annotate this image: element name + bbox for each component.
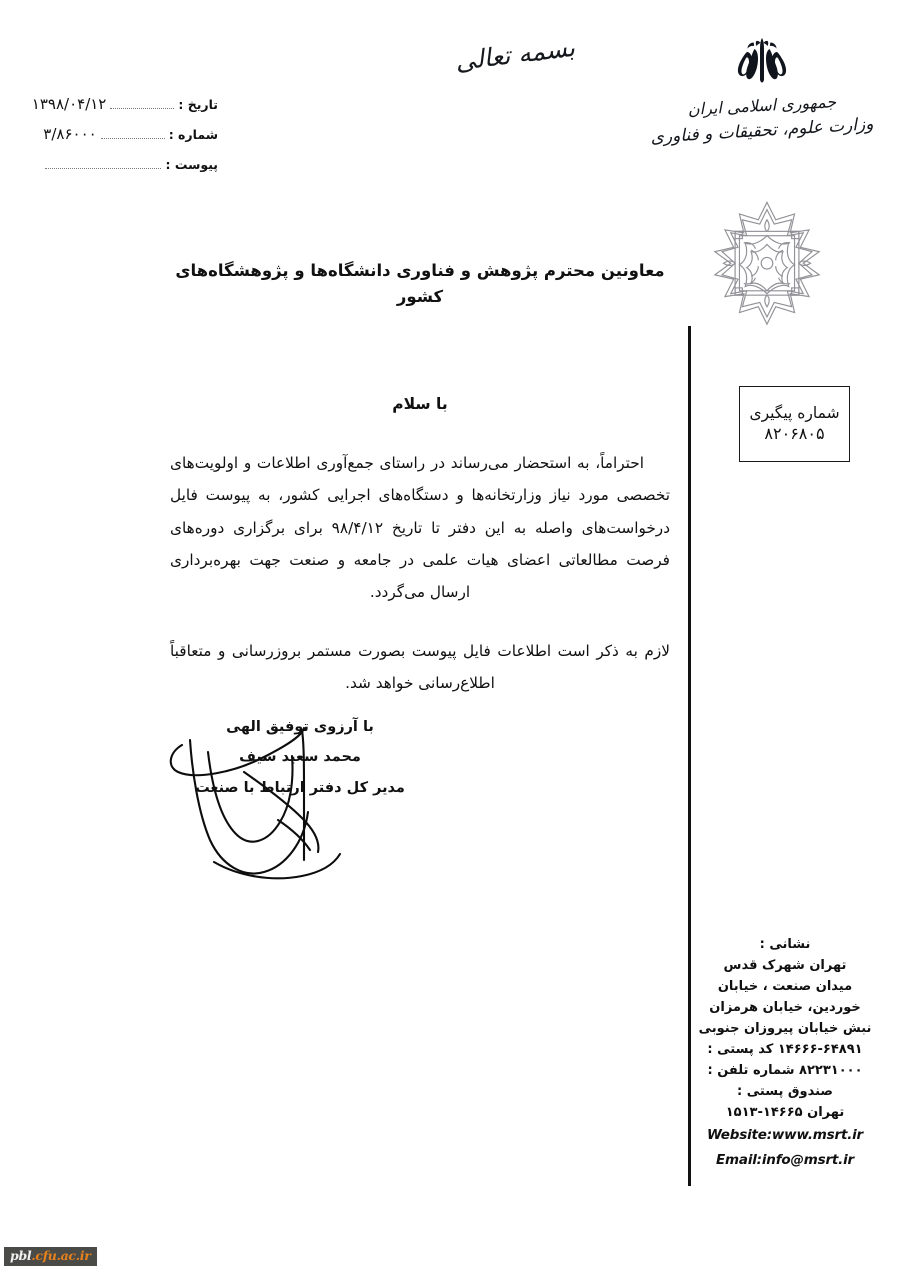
letter-salutation: با سلام <box>392 394 448 413</box>
bismillah-heading: بسمه تعالی <box>453 32 577 77</box>
postal-code-value: ۱۴۶۶۶-۶۴۸۹۱ <box>777 1042 863 1058</box>
postal-code-label: کد پستی : <box>707 1042 774 1058</box>
tracking-number-box <box>739 386 850 462</box>
phone-label: شماره تلفن : <box>707 1063 795 1079</box>
watermark-domain: .cfu.ac.ir <box>31 1248 91 1264</box>
signature-name: محمد سعید سیف <box>239 749 361 766</box>
date-value: ۱۳۹۸/۰۴/۱۲ <box>31 95 107 113</box>
ministry-line-department: وزارت علوم، تحقیقات و فناوری <box>650 114 874 148</box>
tracking-number-label: شماره پیگیری <box>749 404 840 423</box>
tracking-number-value: ۸۲۰۶۸۰۵ <box>764 423 825 443</box>
po-box-label: صندوق پستی : <box>737 1084 833 1100</box>
address-line-2: میدان صنعت ، خیابان <box>717 979 853 995</box>
address-line-3: خوردین، خیابان هرمزان <box>709 1000 861 1016</box>
number-label: شماره : <box>168 126 218 142</box>
ministry-header <box>642 34 882 148</box>
meta-row-attachment <box>18 144 218 174</box>
website-line[interactable]: Website:www.msrt.ir <box>706 1127 864 1144</box>
po-box-value: تهران ۱۴۶۶۵-۱۵۱۳ <box>725 1105 845 1121</box>
signature-block <box>190 712 410 803</box>
watermark-prefix: pbl <box>10 1248 32 1264</box>
number-rule <box>101 137 165 139</box>
letter-paragraph-1: احتراماً، به استحضار می‌رساند در راستای جمع‌آوری اطلاعات و اولویت‌های تخصصی مورد نیاز وزارتخانه‌ها و دستگاه‌های اجرایی کشور، به پیوست فایل درخواست‌های واصله به این دفتر تا تاریخ ۹۸/۴/۱۲ برای برگزاری دوره‌های فرصت مطالعاتی اعضای هیات علمی در جامعه و صنعت جهت بهره‌برداری ارسال می‌گردد. <box>170 453 671 602</box>
signature-title: مدیر کل دفتر ارتباط با صنعت <box>195 779 405 796</box>
meta-row-date <box>18 84 218 114</box>
signature-closing: با آرزوی توفیق الهی <box>226 719 374 735</box>
letter-recipient: معاونین محترم پژوهش و فناوری دانشگاه‌ها و پژوهشگاه‌های کشور <box>175 261 665 307</box>
number-value: ۳/۸۶۰۰۰ <box>43 125 97 143</box>
address-line-4: نبش خیابان پیروزان جنوبی <box>698 1021 872 1037</box>
date-label: تاریخ : <box>178 96 218 112</box>
iran-national-emblem-icon <box>732 34 792 90</box>
attachment-rule <box>45 167 161 169</box>
address-label: نشانی : <box>759 937 811 952</box>
letter-meta-fields <box>18 84 218 174</box>
letter-body <box>170 258 670 715</box>
ministry-line-country: جمهوری اسلامی ایران <box>687 92 837 119</box>
phone-value: ۸۲۲۳۱۰۰۰ <box>799 1063 863 1079</box>
islamic-star-ornament-icon <box>692 198 842 343</box>
date-rule <box>110 107 174 109</box>
email-line[interactable]: Email:info@msrt.ir <box>716 1152 854 1169</box>
postal-code-row <box>690 1039 880 1060</box>
phone-row <box>690 1060 880 1081</box>
source-watermark <box>4 1247 97 1266</box>
letter-paragraph-2: لازم به ذکر است اطلاعات فایل پیوست بصورت مستمر بروزرسانی و متعاقباً اطلاع‌رسانی خواهد شد. <box>170 641 670 693</box>
address-block <box>690 934 880 1172</box>
attachment-label: پیوست : <box>165 156 218 172</box>
address-line-1: تهران شهرک قدس <box>723 958 847 974</box>
meta-row-number <box>18 114 218 144</box>
